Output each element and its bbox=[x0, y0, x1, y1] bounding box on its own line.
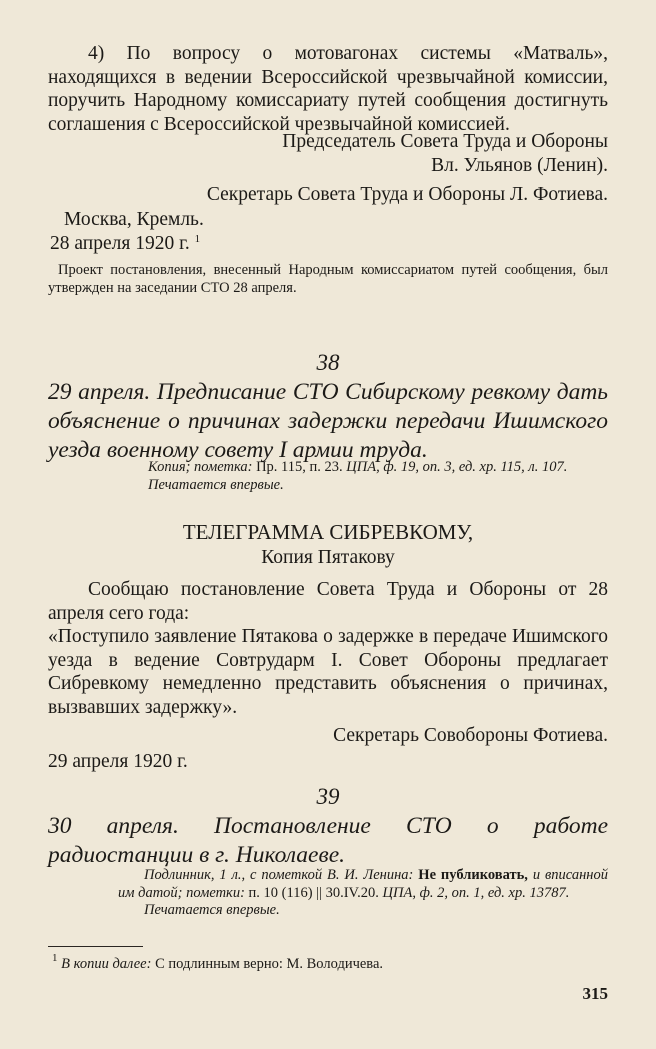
doc-39-source bbox=[118, 867, 608, 920]
doc-39-heading: 30 апреля. Постановление СТО о работе радиостанции в г. Николаеве. bbox=[48, 813, 608, 868]
doc-38-source-text bbox=[118, 459, 608, 477]
doc-39-source-text bbox=[118, 867, 608, 902]
source-part1: Подлинник, 1 л., с пометкой В. И. Ленина: bbox=[144, 867, 414, 883]
telegram-signature: Секретарь Совобороны Фотиева. bbox=[333, 725, 608, 746]
doc-38-source bbox=[118, 459, 608, 494]
doc-38-heading: 29 апреля. Предписание СТО Сибирскому ревкому дать объяснение о причинах задержки передачи Ишимского уезда военному совету I армии труда. bbox=[48, 379, 608, 463]
chair-name: Вл. Ульянов (Ленин). bbox=[431, 154, 608, 176]
date: 28 апреля 1920 г. bbox=[50, 232, 190, 254]
telegram-title: ТЕЛЕГРАММА СИБРЕВКОМУ, bbox=[182, 520, 474, 544]
doc-38-number: 38 bbox=[316, 350, 340, 375]
chair-title: Председатель Совета Труда и Обороны bbox=[282, 131, 608, 152]
footnote-italic: В копии далее: bbox=[61, 956, 152, 972]
editorial-note-text: Проект постановления, внесенный Народным комиссариатом путей сообщения, был утвержден на заседании СТО 28 апреля. bbox=[48, 262, 608, 296]
doc-38-number-wrap bbox=[0, 350, 656, 376]
source-label: Копия; пометка: bbox=[148, 459, 253, 475]
footnote-text bbox=[48, 952, 608, 974]
doc-38-heading-wrap bbox=[48, 378, 608, 465]
footnote-marker: 1 bbox=[194, 232, 201, 245]
telegram-date: 29 апреля 1920 г. bbox=[48, 750, 188, 772]
source-archive: ЦПА, ф. 2, оп. 1, ед. хр. 13787. bbox=[382, 884, 570, 901]
source-plain: Пр. 115, п. 23. bbox=[256, 459, 343, 475]
date-line bbox=[50, 232, 608, 256]
footnote bbox=[48, 952, 608, 974]
place-date-block bbox=[50, 208, 608, 255]
telegram-body-2: «Поступило заявление Пятакова о задержке в передаче Ишимского уезда в ведение Совтрударм I. Совет Обороны предлагает Сибревкому немедленно представить объяснения о причинах, вызвавших задержку». bbox=[48, 626, 608, 718]
secretary-signature: Секретарь Совета Труда и Обороны Л. Фотиева. bbox=[206, 184, 608, 205]
source-bold: Не публиковать, bbox=[418, 867, 528, 883]
telegram-body bbox=[48, 578, 608, 773]
source-plain: п. 10 (116) || 30.IV.20. bbox=[248, 884, 379, 901]
source-archive: ЦПА, ф. 19, оп. 3, ед. хр. 115, л. 107. bbox=[346, 459, 568, 475]
telegram-title-wrap bbox=[0, 520, 656, 570]
footnote-rule bbox=[48, 946, 143, 947]
doc-38-printed: Печатается впервые. bbox=[148, 476, 284, 493]
doc-39-heading-wrap bbox=[48, 812, 608, 870]
page-number: 315 bbox=[582, 984, 608, 1003]
doc-39-number: 39 bbox=[316, 784, 340, 809]
doc-39-printed: Печатается впервые. bbox=[144, 902, 280, 918]
telegram-body-1: Сообщаю постановление Совета Труда и Обороны от 28 апреля сего года: bbox=[48, 579, 608, 624]
place: Москва, Кремль. bbox=[64, 209, 204, 230]
source-part2: и вписанной им датой; пометки: bbox=[118, 867, 608, 901]
signature-block bbox=[48, 130, 608, 207]
item-4-text: 4) По вопросу о мотовагонах системы «Матваль», находящихся в ведении Всероссийской чрезвычайной комиссии, поручить Народному комиссариату путей сообщения достигнуть соглашения с Всероссийской чрезвычайной комиссией. bbox=[48, 43, 608, 135]
editorial-note bbox=[48, 262, 608, 297]
footnote-mark: 1 bbox=[52, 952, 58, 964]
telegram-copy: Копия Пятакову bbox=[261, 547, 395, 568]
footnote-body: С подлинным верно: М. Володичева. bbox=[155, 956, 384, 972]
doc-39-number-wrap bbox=[0, 784, 656, 810]
item-4-paragraph bbox=[48, 42, 608, 136]
